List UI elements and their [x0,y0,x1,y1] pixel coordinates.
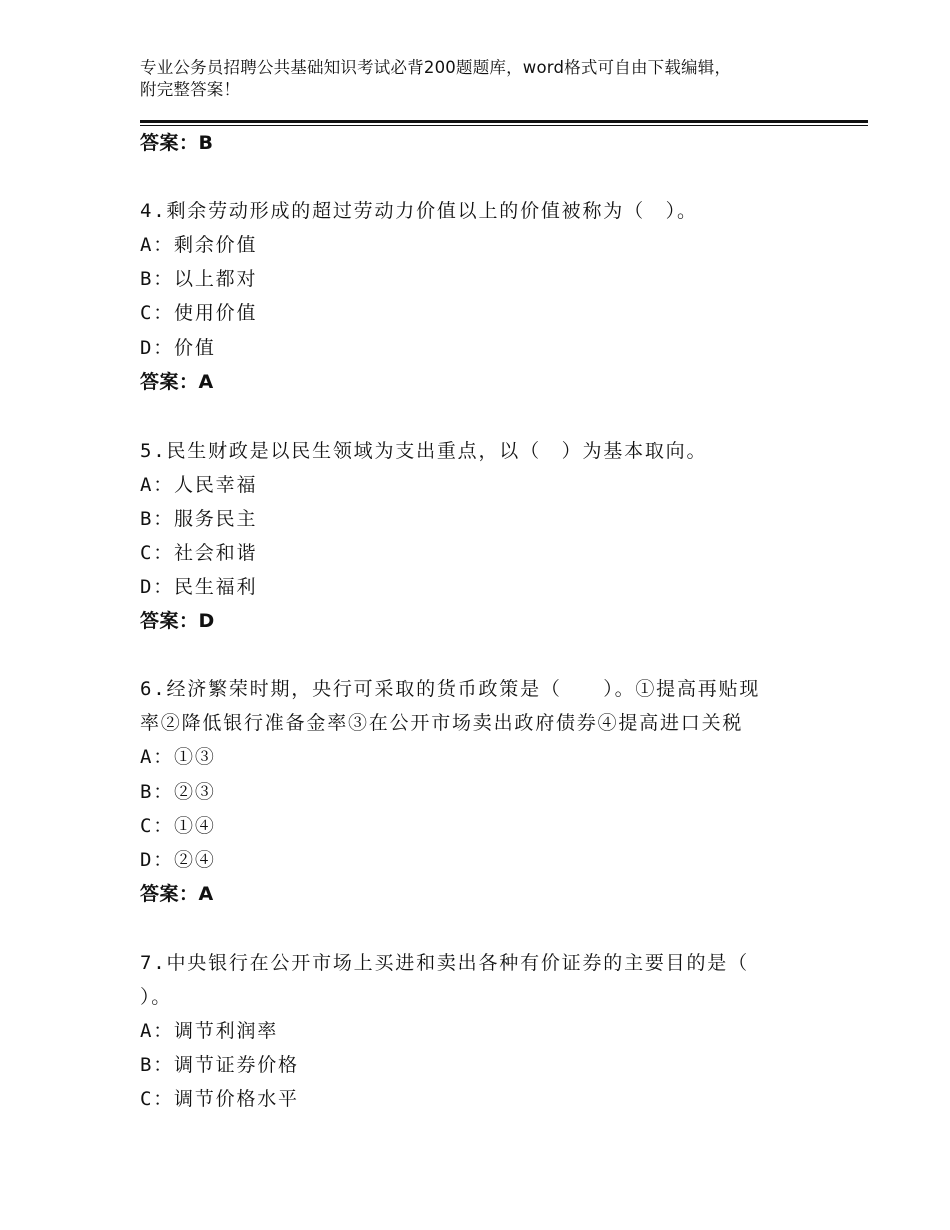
question-6-option-d: D：②④ [140,849,216,871]
question-5-answer: 答案：D [140,610,215,632]
header-rule-thin [140,125,868,126]
question-6-option-c: C：①④ [140,815,216,837]
question-7-option-a: A：调节利润率 [140,1020,279,1042]
question-5-option-a: A：人民幸福 [140,474,258,496]
question-7-option-c: C：调节价格水平 [140,1088,299,1110]
question-4-option-c: C：使用价值 [140,302,258,324]
document-header [140,57,820,101]
question-6-option-b: B：②③ [140,781,216,803]
header-rule-thick [140,120,868,123]
question-4-answer: 答案：A [140,371,214,393]
question-7-text-line-2: ）。 [140,986,173,1008]
question-6-answer: 答案：A [140,883,214,905]
header-line-1: 专业公务员招聘公共基础知识考试必背200题题库，word格式可自由下载编辑， [140,58,732,77]
question-5-option-c: C：社会和谐 [140,542,258,564]
question-4-option-a: A：剩余价值 [140,234,258,256]
question-5-text: 5.民生财政是以民生领域为支出重点，以（ ）为基本取向。 [140,440,708,462]
question-4-text: 4.剩余劳动形成的超过劳动力价值以上的价值被称为（ ）。 [140,200,698,222]
previous-answer: 答案：B [140,132,214,154]
question-7-text-line-1: 7.中央银行在公开市场上买进和卖出各种有价证券的主要目的是（ [140,952,749,974]
question-6-text-line-2: 率②降低银行准备金率③在公开市场卖出政府债券④提高进口关税 [140,712,744,734]
header-line-2: 附完整答案！ [140,80,241,99]
question-6-option-a: A：①③ [140,746,216,768]
question-5-option-d: D：民生福利 [140,576,258,598]
question-7-option-b: B：调节证券价格 [140,1054,299,1076]
question-6-text-line-1: 6.经济繁荣时期，央行可采取的货币政策是（ ）。①提高再贴现 [140,678,761,700]
question-5-option-b: B：服务民主 [140,508,258,530]
question-4-option-d: D：价值 [140,337,216,359]
question-4-option-b: B：以上都对 [140,268,258,290]
